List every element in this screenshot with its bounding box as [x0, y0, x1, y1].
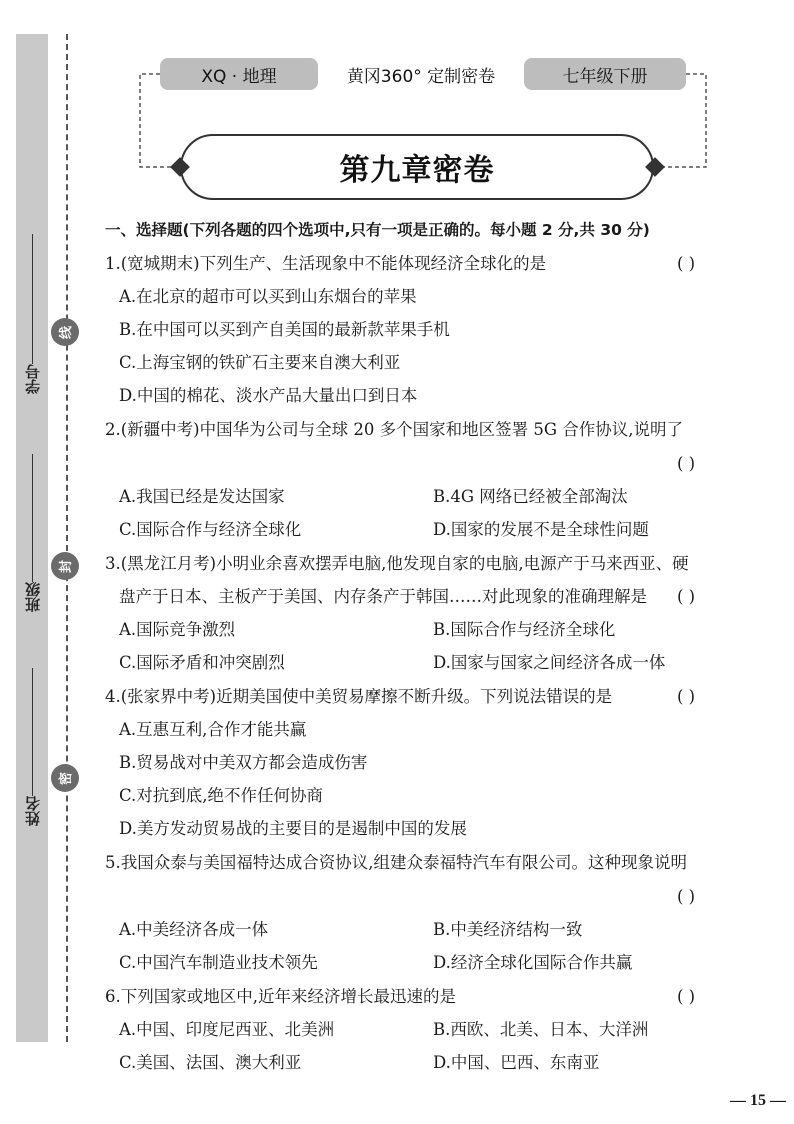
question-2-stem: 2.(新疆中考)中国华为公司与全球 20 多个国家和地区签署 5G 合作协议,说明了: [105, 420, 684, 439]
question-3-stem-cont: 盘产于日本、主板产于美国、内存条产于韩国……对此现象的准确理解是: [119, 587, 647, 606]
class-label: 班级: [23, 582, 42, 612]
student-id-blank: [32, 234, 33, 364]
name-blank: [32, 668, 33, 796]
q5-option-d: D.经济全球化国际合作共赢: [433, 953, 633, 972]
q5-option-b: B.中美经济结构一致: [433, 920, 583, 939]
grade-pill: 七年级下册: [524, 58, 686, 90]
q3-option-a: A.国际竞争激烈: [119, 620, 236, 639]
class-blank: [32, 454, 33, 582]
name-field: [16, 664, 48, 826]
q4-option-b: B.贸易战对中美双方都会造成伤害: [119, 753, 368, 772]
answer-blank-6[interactable]: ( ): [677, 987, 696, 1006]
q3-option-b: B.国际合作与经济全球化: [433, 620, 616, 639]
name-label: 姓名: [23, 796, 42, 826]
q6-option-a: A.中国、印度尼西亚、北美洲: [119, 1020, 335, 1039]
header-row: [160, 58, 686, 90]
question-4-stem: 4.(张家界中考)近期美国使中美贸易摩擦不断升级。下列说法错误的是: [105, 687, 613, 706]
series-name: 黄冈360° 定制密卷: [346, 66, 496, 87]
question-1-stem: 1.(宽城期末)下列生产、生活现象中不能体现经济全球化的是: [105, 254, 547, 273]
answer-blank-4[interactable]: ( ): [677, 687, 696, 706]
answer-blank-3[interactable]: ( ): [677, 587, 696, 606]
q5-option-a: A.中美经济各成一体: [119, 920, 269, 939]
page-title: 第九章密卷: [339, 153, 495, 188]
q6-option-c: C.美国、法国、澳大利亚: [119, 1053, 302, 1072]
q4-option-a: A.互惠互利,合作才能共赢: [119, 720, 307, 739]
q3-option-c: C.国际矛盾和冲突剧烈: [119, 653, 285, 672]
student-id-field: [16, 230, 48, 394]
student-id-label: 学号: [23, 364, 42, 394]
question-5-stem: 5.我国众泰与美国福特达成合资协议,组建众泰福特汽车有限公司。这种现象说明: [105, 853, 687, 872]
answer-blank-1[interactable]: ( ): [677, 254, 696, 273]
class-field: [16, 450, 48, 612]
q6-option-b: B.西欧、北美、日本、大洋洲: [433, 1020, 649, 1039]
question-6-stem: 6.下列国家或地区中,近年来经济增长最迅速的是: [105, 987, 456, 1006]
q6-option-d: D.中国、巴西、东南亚: [433, 1053, 600, 1072]
q2-option-b: B.4G 网络已经被全部淘汰: [433, 487, 628, 506]
subject-pill: XQ · 地理: [160, 58, 318, 90]
answer-blank-5[interactable]: ( ): [677, 887, 696, 906]
q1-option-b: B.在中国可以买到产自美国的最新款苹果手机: [119, 320, 450, 339]
title-frame: [180, 134, 654, 200]
q2-option-d: D.国家的发展不是全球性问题: [433, 520, 649, 539]
question-3-stem: 3.(黑龙江月考)小明业余喜欢摆弄电脑,他发现自家的电脑,电源产于马来西亚、硬: [105, 554, 689, 573]
q4-option-d: D.美方发动贸易战的主要目的是遏制中国的发展: [119, 819, 467, 838]
q2-option-a: A.我国已经是发达国家: [119, 487, 285, 506]
seal-char-seal: 封: [51, 552, 79, 580]
section-title: 一、选择题(下列各题的四个选项中,只有一项是正确的。每小题 2 分,共 30 分): [105, 221, 650, 239]
q5-option-c: C.中国汽车制造业技术领先: [119, 953, 318, 972]
answer-blank-2[interactable]: ( ): [677, 454, 696, 473]
q4-option-c: C.对抗到底,绝不作任何协商: [119, 786, 324, 805]
q3-option-d: D.国家与国家之间经济各成一体: [433, 653, 666, 672]
q1-option-d: D.中国的棉花、淡水产品大量出口到日本: [119, 386, 418, 405]
page-number: — 15 —: [730, 1092, 786, 1109]
seal-char-line: 线: [51, 318, 79, 346]
q2-option-c: C.国际合作与经济全球化: [119, 520, 302, 539]
q1-option-a: A.在北京的超市可以买到山东烟台的苹果: [119, 287, 417, 306]
q1-option-c: C.上海宝钢的铁矿石主要来自澳大利亚: [119, 353, 401, 372]
seal-char-secret: 密: [51, 764, 79, 792]
